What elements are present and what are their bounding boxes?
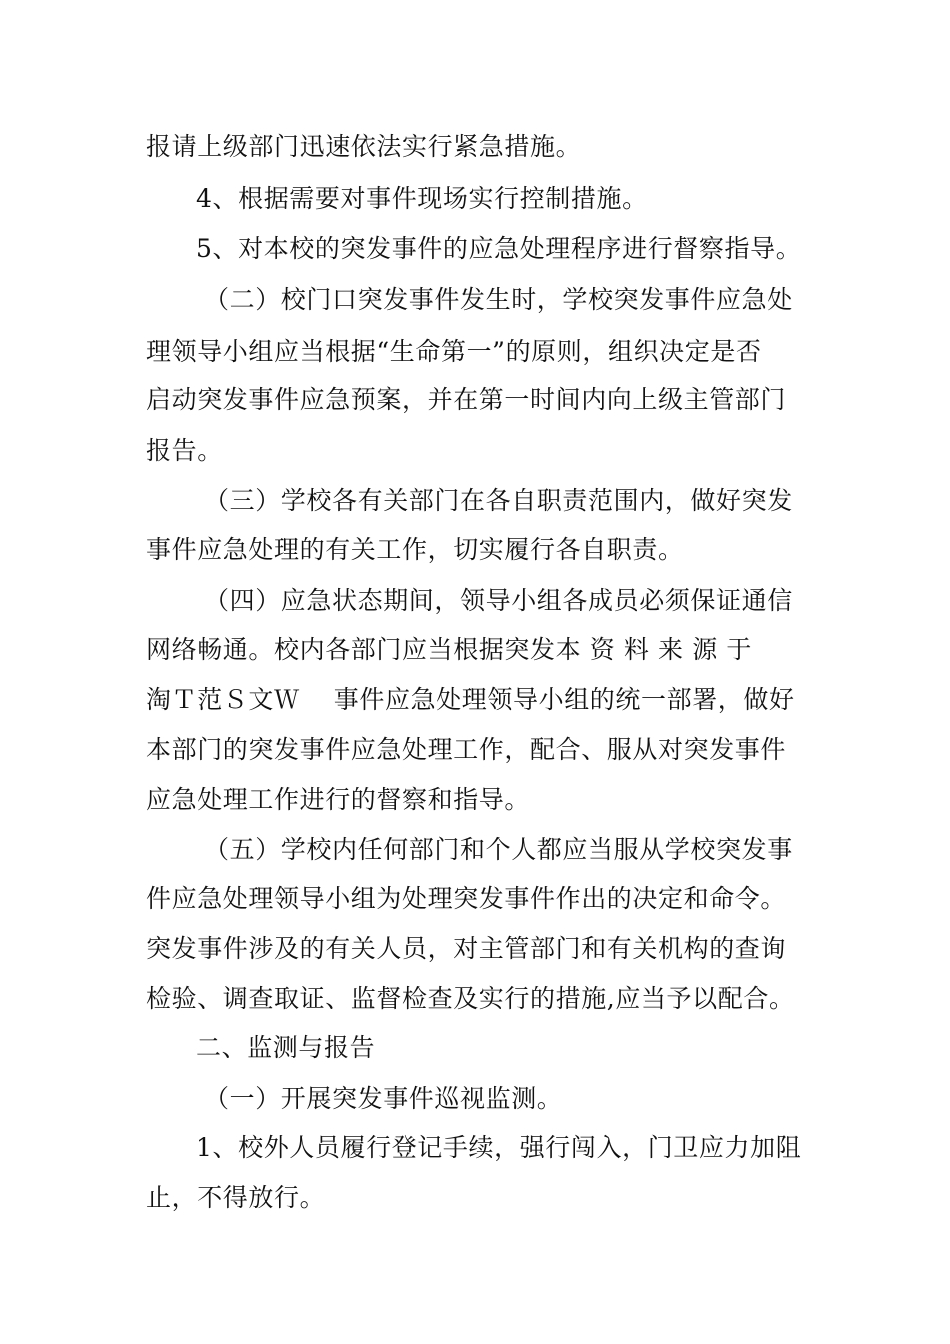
text-line-11: 网络畅通。校内各部门应当根据突发本 资 料 来 源 于 — [146, 635, 752, 664]
text-line-3: 5、对本校的突发事件的应急处理程序进行督察指导。 — [196, 234, 802, 263]
text-line-21: 1、校外人员履行登记手续，强行闯入，门卫应力加阻 — [196, 1133, 802, 1162]
text-line-20: （一）开展突发事件巡视监测。 — [204, 1084, 563, 1113]
text-line-9: 事件应急处理的有关工作，切实履行各自职责。 — [146, 535, 684, 564]
text-line-16: 件应急处理领导小组为处理突发事件作出的决定和命令。 — [146, 884, 787, 913]
text-line-8: （三）学校各有关部门在各自职责范围内，做好突发 — [204, 486, 793, 515]
text-line-1: 报请上级部门迅速依法实行紧急措施。 — [146, 132, 582, 161]
text-line-13: 本部门的突发事件应急处理工作，配合、服从对突发事件 — [146, 735, 787, 764]
text-line-12: 淘Ｔ范Ｓ文Ｗ 事件应急处理领导小组的统一部署，做好 — [146, 685, 795, 714]
text-line-17: 突发事件涉及的有关人员，对主管部门和有关机构的查询 — [146, 934, 787, 963]
text-line-2: 4、根据需要对事件现场实行控制措施。 — [196, 184, 648, 213]
text-line-7: 报告。 — [146, 436, 223, 465]
text-line-19: 二、监测与报告 — [196, 1033, 376, 1062]
text-line-10: （四）应急状态期间，领导小组各成员必须保证通信 — [204, 586, 793, 615]
text-line-15: （五）学校内任何部门和个人都应当服从学校突发事 — [204, 835, 793, 864]
text-line-6: 启动突发事件应急预案，并在第一时间内向上级主管部门 — [146, 385, 787, 414]
text-line-5: 理领导小组应当根据“生命第一”的原则，组织决定是否 — [146, 337, 762, 366]
text-line-4: （二）校门口突发事件发生时，学校突发事件应急处 — [204, 285, 793, 314]
text-line-22: 止，不得放行。 — [146, 1183, 326, 1212]
text-line-18: 检验、调查取证、监督检查及实行的措施,应当予以配合。 — [146, 984, 795, 1013]
text-line-14: 应急处理工作进行的督察和指导。 — [146, 785, 531, 814]
